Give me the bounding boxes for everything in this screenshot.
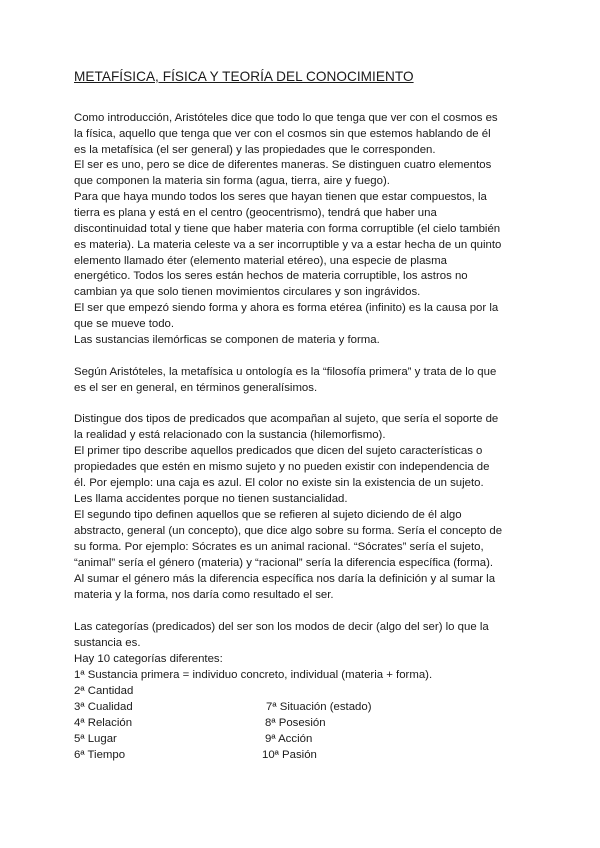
text-line: El segundo tipo definen aquellos que se refieren al sujeto diciendo de él algo <box>74 509 462 521</box>
text-line: El primer tipo describe aquellos predicados que dicen del sujeto características o <box>74 445 483 457</box>
text-line: sustancia es. <box>74 637 141 649</box>
category-item: 9ª Acción <box>265 733 313 745</box>
text-line: energético. Todos los seres están hechos de materia corruptible, los astros no <box>74 270 468 282</box>
text-line: es el ser en general, en términos generalísimos. <box>74 382 318 394</box>
text-line: su forma. Por ejemplo: Sócrates es un animal racional. “Sócrates” sería el sujeto, <box>74 541 484 553</box>
category-item: 10ª Pasión <box>262 749 317 761</box>
text-line: elemento llamado éter (elemento material etéreo), una especie de plasma <box>74 255 447 267</box>
text-line: Las sustancias ilemórficas se componen de materia y forma. <box>74 334 380 346</box>
category-item: 2ª Cantidad <box>74 685 134 697</box>
text-line: es materia). La materia celeste va a ser incorruptible y va a estar hecha de un quinto <box>74 239 502 251</box>
category-item: 4ª Relación <box>74 717 133 729</box>
text-line: cambian ya que solo tienen movimientos circulares y son ingrávidos. <box>74 286 421 298</box>
category-item: 6ª Tiempo <box>74 749 126 761</box>
text-line: Distingue dos tipos de predicados que acompañan al sujeto, que sería el soporte de <box>74 413 499 425</box>
category-item: 3ª Cualidad <box>74 701 133 713</box>
text-line: tierra es plana y está en el centro (geocentrismo), tendrá que haber una <box>74 207 437 219</box>
category-item: 5ª Lugar <box>74 733 117 745</box>
text-line: Para que haya mundo todos los seres que hayan tienen que estar compuestos, la <box>74 191 487 203</box>
text-line: la realidad y está relacionado con la sustancia (hilemorfismo). <box>74 429 386 441</box>
page-title: METAFÍSICA, FÍSICA Y TEORÍA DEL CONOCIMIENTO <box>74 69 414 84</box>
text-line: Al sumar el género más la diferencia específica nos daría la definición y al sumar la <box>74 573 496 585</box>
category-item: 8ª Posesión <box>265 717 326 729</box>
text-line: Les llama accidentes porque no tienen sustancialidad. <box>74 493 348 505</box>
text-line: El ser que empezó siendo forma y ahora es forma etérea (infinito) es la causa por la <box>74 302 499 314</box>
text-line: abstracto, general (un concepto), que dice algo sobre su forma. Sería el concepto de <box>74 525 503 537</box>
text-line: Hay 10 categorías diferentes: <box>74 653 223 665</box>
text-line: Como introducción, Aristóteles dice que todo lo que tenga que ver con el cosmos es <box>74 112 498 124</box>
text-line: 1ª Sustancia primera = individuo concreto, individual (materia + forma). <box>74 669 433 681</box>
text-line: propiedades que estén en mismo sujeto y no pueden existir con independencia de <box>74 461 490 473</box>
text-line: él. Por ejemplo: una caja es azul. El color no existe sin la existencia de un sujeto. <box>74 477 484 489</box>
category-item: 7ª Situación (estado) <box>266 701 372 713</box>
text-line: Según Aristóteles, la metafísica u ontología es la “filosofía primera” y trata de lo que <box>74 366 497 378</box>
text-line: es la metafísica (el ser general) y las propiedades que le corresponden. <box>74 144 436 156</box>
text-line: Las categorías (predicados) del ser son los modos de decir (algo del ser) lo que la <box>74 621 489 633</box>
text-line: El ser es uno, pero se dice de diferentes maneras. Se distinguen cuatro elementos <box>74 159 492 171</box>
text-line: discontinuidad total y tiene que haber materia con forma corruptible (el cielo también <box>74 223 501 235</box>
text-line: la física, aquello que tenga que ver con el cosmos sin que estemos hablando de él <box>74 128 491 140</box>
text-line: materia y la forma, nos daría como resultado el ser. <box>74 589 334 601</box>
text-line: “animal” sería el género (materia) y “racional” sería la diferencia específica (forma). <box>74 557 494 569</box>
text-line: que componen la materia sin forma (agua, tierra, aire y fuego). <box>74 175 390 187</box>
text-line: que se mueve todo. <box>74 318 175 330</box>
